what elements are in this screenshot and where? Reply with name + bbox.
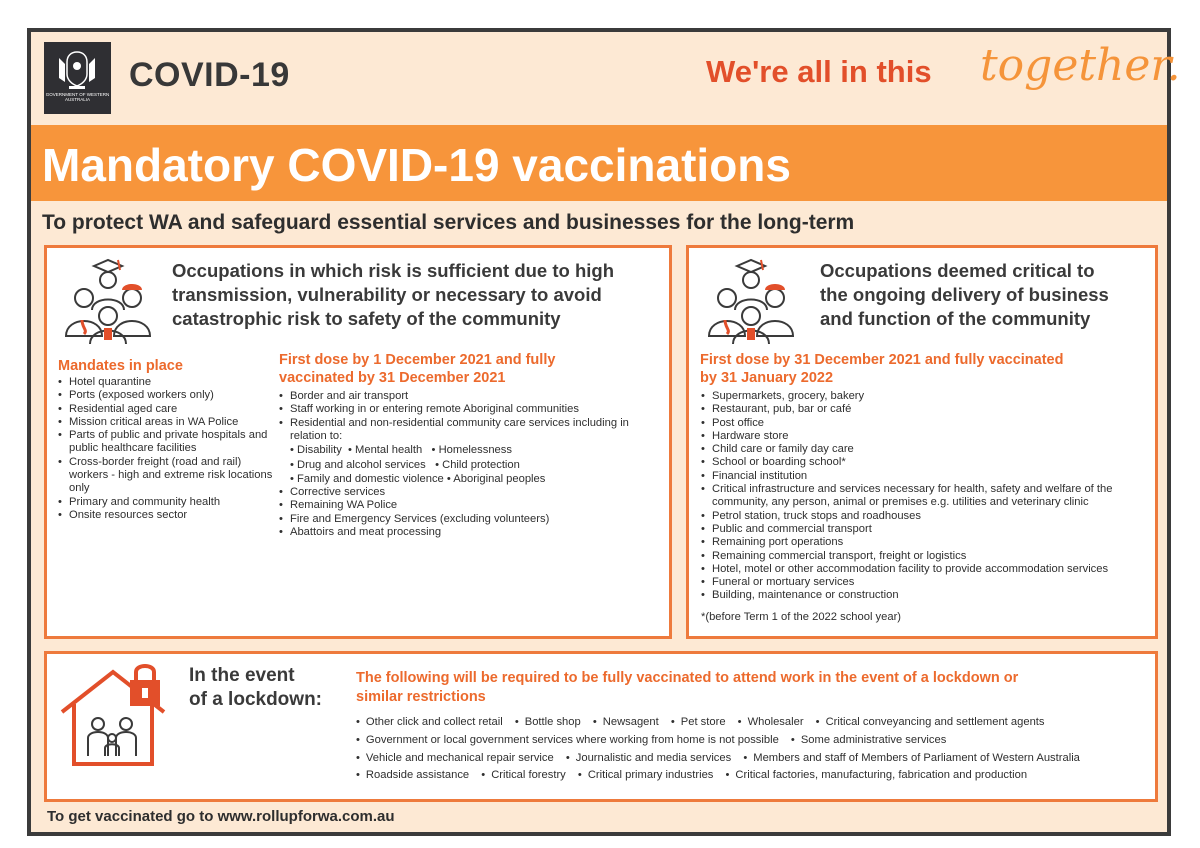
- list-item: • Corrective services: [279, 486, 664, 499]
- title-line: Occupations deemed critical to: [820, 260, 1095, 281]
- lockdown-item: • Some administrative services: [791, 734, 946, 746]
- title-line: catastrophic risk to safety of the community: [172, 308, 561, 329]
- subcategory: Drug and alcohol services: [297, 458, 426, 471]
- critical-heading: [700, 351, 1150, 387]
- list-item: • Remaining commercial transport, freight or logistics: [701, 550, 1151, 563]
- critical-panel-title: [820, 259, 1150, 331]
- workers-group-icon: [60, 258, 156, 346]
- first-dose-list: [279, 390, 664, 443]
- lockdown-heading: [356, 669, 1146, 707]
- first-dose-heading: [279, 351, 659, 387]
- critical-list: [701, 390, 1151, 603]
- lockdown-title: [189, 664, 322, 712]
- title-line: transmission, vulnerability or necessary to avoid: [172, 284, 602, 305]
- list-item: • Hardware store: [701, 430, 1151, 443]
- list-item: • Primary and community health: [58, 496, 273, 509]
- school-note: *(before Term 1 of the 2022 school year): [701, 611, 902, 623]
- lockdown-row: [356, 769, 1036, 781]
- lockdown-item: • Newsagent: [593, 716, 659, 728]
- list-item: • Abattoirs and meat processing: [279, 526, 664, 539]
- title-line: of a lockdown:: [189, 689, 322, 710]
- mandates-list: [58, 376, 273, 522]
- heading-line: The following will be required to be fully vaccinated to attend work in the event of a lockdown or: [356, 670, 1019, 686]
- list-item: • Remaining port operations: [701, 536, 1151, 549]
- footer-link[interactable]: To get vaccinated go to www.rollupforwa.com.au: [47, 808, 395, 825]
- list-item: • Critical infrastructure and services necessary for health, safety and welfare of the community, any person, animal or premises e.g. utilities and veterinary clinic: [701, 483, 1151, 510]
- workers-group-icon: [703, 258, 799, 346]
- list-item: • Remaining WA Police: [279, 499, 664, 512]
- lockdown-item: • Critical primary industries: [578, 769, 714, 781]
- lockdown-item: • Other click and collect retail: [356, 716, 503, 728]
- title-line: Occupations in which risk is sufficient due to high: [172, 260, 614, 281]
- lockdown-item: • Pet store: [671, 716, 726, 728]
- page-subtitle: To protect WA and safeguard essential services and businesses for the long-term: [42, 211, 855, 234]
- lockdown-item: • Journalistic and media services: [566, 752, 731, 764]
- first-dose-list-continued: [279, 486, 664, 539]
- list-item: • Hotel, motel or other accommodation facility to provide accommodation services: [701, 563, 1151, 576]
- subcategory: Family and domestic violence: [297, 473, 444, 485]
- list-item: • Residential aged care: [58, 403, 273, 416]
- slogan: We're all in this: [706, 54, 932, 89]
- heading-line: First dose by 1 December 2021 and fully: [279, 352, 556, 368]
- lockdown-item: • Wholesaler: [738, 716, 804, 728]
- title-line: the ongoing delivery of business: [820, 284, 1109, 305]
- lockdown-row: [356, 716, 1054, 728]
- list-item: • Mission critical areas in WA Police: [58, 416, 273, 429]
- mandates-heading: Mandates in place: [58, 358, 183, 374]
- list-item: • Onsite resources sector: [58, 509, 273, 522]
- heading-line: vaccinated by 31 December 2021: [279, 370, 506, 386]
- lockdown-item: • Members and staff of Members of Parliament of Western Australia: [743, 752, 1080, 764]
- list-item: • Child care or family day care: [701, 443, 1151, 456]
- subcategory: Child protection: [442, 458, 520, 471]
- wa-crest-icon: [53, 48, 102, 92]
- heading-line: similar restrictions: [356, 689, 486, 705]
- list-item: • Cross-border freight (road and rail) workers - high and extreme risk locations only: [58, 456, 273, 496]
- title-line: In the event: [189, 665, 295, 686]
- subrow: • Family and domestic violence • Aboriginal peoples: [290, 473, 546, 485]
- subcategory: Mental health: [355, 444, 423, 456]
- list-item: • Public and commercial transport: [701, 523, 1151, 536]
- list-item: • Ports (exposed workers only): [58, 389, 273, 402]
- list-item: • Staff working in or entering remote Aboriginal communities: [279, 403, 664, 416]
- lockdown-row: [356, 734, 955, 746]
- lockdown-item: • Critical conveyancing and settlement agents: [816, 716, 1045, 728]
- covid-label: COVID-19: [129, 56, 290, 94]
- house-lock-icon: [56, 660, 170, 772]
- heading-line: by 31 January 2022: [700, 370, 834, 386]
- lockdown-item: • Critical forestry: [481, 769, 566, 781]
- lockdown-row: [356, 752, 1089, 764]
- care-subcategories: [290, 443, 545, 487]
- heading-line: First dose by 31 December 2021 and fully vaccinated: [700, 352, 1064, 368]
- subcategory: Disability: [297, 444, 342, 456]
- list-item: • Post office: [701, 417, 1151, 430]
- subrow: • Disability • Mental health • Homelessness: [290, 444, 512, 456]
- subrow: • Drug and alcohol services • Child protection: [290, 458, 520, 471]
- lockdown-item: • Vehicle and mechanical repair service: [356, 752, 554, 764]
- list-item: • Parts of public and private hospitals and public healthcare facilities: [58, 429, 273, 456]
- lockdown-item: • Critical factories, manufacturing, fabrication and production: [726, 769, 1028, 781]
- lockdown-item: • Government or local government services where working from home is not possible: [356, 734, 779, 746]
- wa-government-logo: [44, 42, 111, 114]
- title-line: and function of the community: [820, 308, 1091, 329]
- list-item: • Funeral or mortuary services: [701, 576, 1151, 589]
- list-item: • Petrol station, truck stops and roadhouses: [701, 510, 1151, 523]
- lockdown-item: • Bottle shop: [515, 716, 581, 728]
- lockdown-item: • Roadside assistance: [356, 769, 469, 781]
- list-item: • Supermarkets, grocery, bakery: [701, 390, 1151, 403]
- subcategory: Aboriginal peoples: [453, 473, 546, 485]
- list-item: • Restaurant, pub, bar or café: [701, 403, 1151, 416]
- page-title: Mandatory COVID-19 vaccinations: [42, 139, 791, 191]
- list-item: • Hotel quarantine: [58, 376, 273, 389]
- list-item: • Financial institution: [701, 470, 1151, 483]
- list-item: • School or boarding school*: [701, 456, 1151, 469]
- slogan-script: together.: [980, 40, 1181, 91]
- list-item: • Building, maintenance or construction: [701, 589, 1151, 602]
- list-item: • Residential and non-residential community care services including in relation to:: [279, 417, 664, 444]
- list-item: • Border and air transport: [279, 390, 664, 403]
- list-item: • Fire and Emergency Services (excluding volunteers): [279, 513, 664, 526]
- subcategory: Homelessness: [438, 444, 512, 456]
- risk-panel-title: [172, 259, 672, 331]
- logo-caption: GOVERNMENT OF WESTERN AUSTRALIA: [45, 92, 110, 102]
